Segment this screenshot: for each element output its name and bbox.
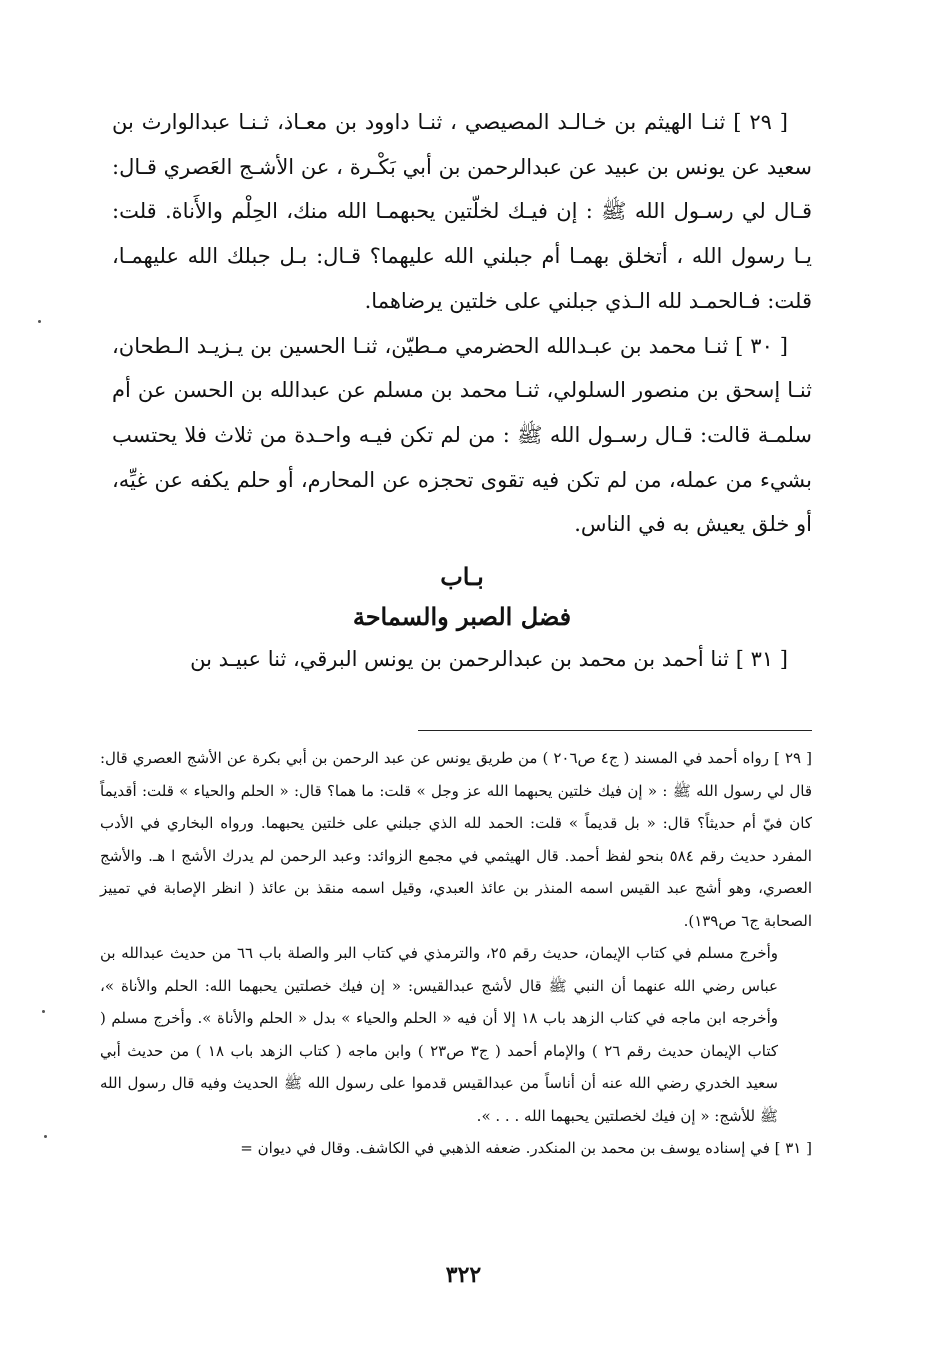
page-number: ٣٢٢	[445, 1262, 482, 1288]
hadith-31: [ ٣١ ] ثنا أحمد بن محمد بن عبدالرحمن بن يونس البرقي، ثنا عبيـد بن	[190, 647, 788, 672]
hadith-30: [ ٣٠ ] ثنـا محمد بن عبـدالله الحضرمي مـطيّن، ثنـا الحسين بن يـزيـد الـطحان، ثنـا إسحق بن منصور السلولي، ثنـا محمد بن مسلم عن عبدالله بن الحسن عن أم سلمـة قالت: قـال رسـول الله ﷺ : من لم تكن فيـه واحـدة من ثلاث فلا يحتسب بشيء من عمله، من لم تكن فيه تقوى تحجزه عن المحارم، أو حلم يكفه عن غيِّه، أو خلق يعيش به في الناس.	[112, 333, 812, 537]
scan-speck	[44, 1135, 47, 1138]
chapter-label: بـاب	[440, 562, 484, 592]
footnote-29: [ ٢٩ ] رواه أحمد في المسند ( ج٤ ص٢٠٦ ) من طريق يونس عن عبد الرحمن بن أبي بكرة عن الأشج العصري قال: قال لي رسول الله ﷺ : « إن فيك خلتين يحبهما الله عز وجل » قلت: ما هما؟ قال: « الحلم والحياء » قلت: أقديماً كان فيّ أم حديثاً؟ قال: « بل قديماً » قلت: الحمد لله الذي جبلني على خلتين يحبهما. ورواه البخاري في الأدب المفرد حديث رقم ٥٨٤ بنحو لفظ أحمد. قال الهيثمي في مجمع الزوائد: وعبد الرحمن لم يدرك الأشج ا هـ. والأشج العصري، وهو أشج عبد القيس اسمه المنذر بن عائذ العبدي، وقيل اسمه منقذ بن عائذ ( انظر الإصابة في تمييز الصحابة ج٦ ص١٣٩).	[100, 749, 813, 930]
footnote-separator	[418, 730, 812, 731]
scan-speck	[42, 1010, 45, 1013]
chapter-title: فضل الصبر والسماحة	[352, 602, 572, 632]
hadith-29: [ ٢٩ ] ثنـا الهيثم بن خـالـد المصيصي ، ثنـا داوود بن معـاذ، ثـنـا عبدالوارث بن سعيد عن يونس بن عبيد عن عبدالرحمن بن أبي بَكْـرة ، عن الأشـج العَصري قـال: قـال لي رسـول الله ﷺ : إن فيـك لخلّتين يحبهمـا الله منك، الحِلْم والأَناة. قلت: يـا رسول الله ، أتخلق بهمـا أم جبلني الله عليهما؟ قـال: بـل جبلك الله عليهمـا، قلت: فـالحمـد لله الـذي جبلني على خلتين يرضاهما.	[112, 110, 812, 313]
scan-speck	[38, 320, 41, 323]
footnote-31: [ ٣١ ] في إسناده يوسف بن محمد بن المنكدر. ضعفه الذهبي في الكاشف. وقال في ديوان =	[240, 1139, 812, 1157]
footnote-29-continued: وأخرج مسلم في كتاب الإيمان، حديث رقم ٢٥، والترمذي في كتاب البر والصلة باب ٦٦ من حديث عبدالله بن عباس رضي الله عنهما أن النبي ﷺ قال لأشج عبدالقيس: « إن فيك خصلتين يحبهما الله: الحلم والأناة »، وأخرجه ابن ماجه في كتاب الزهد باب ١٨ إلا أن فيه « الحلم والحياء » بدل « الحلم والأناة ». وأخرج مسلم ( كتاب الإيمان حديث رقم ٢٦ ) والإمام أحمد ( ج٣ ص٢٣ ) وابن ماجه ( كتاب الزهد باب ١٨ ) من حديث أبي سعيد الخدري رضي الله عنه أن أناساً من عبدالقيس قدموا على رسول الله ﷺ الحديث وفيه قال رسول الله ﷺ للأشج: « إن فيك لخصلتين يحبهما الله . . . ».	[100, 944, 779, 1125]
footnotes	[100, 742, 812, 1165]
main-text	[112, 100, 812, 682]
